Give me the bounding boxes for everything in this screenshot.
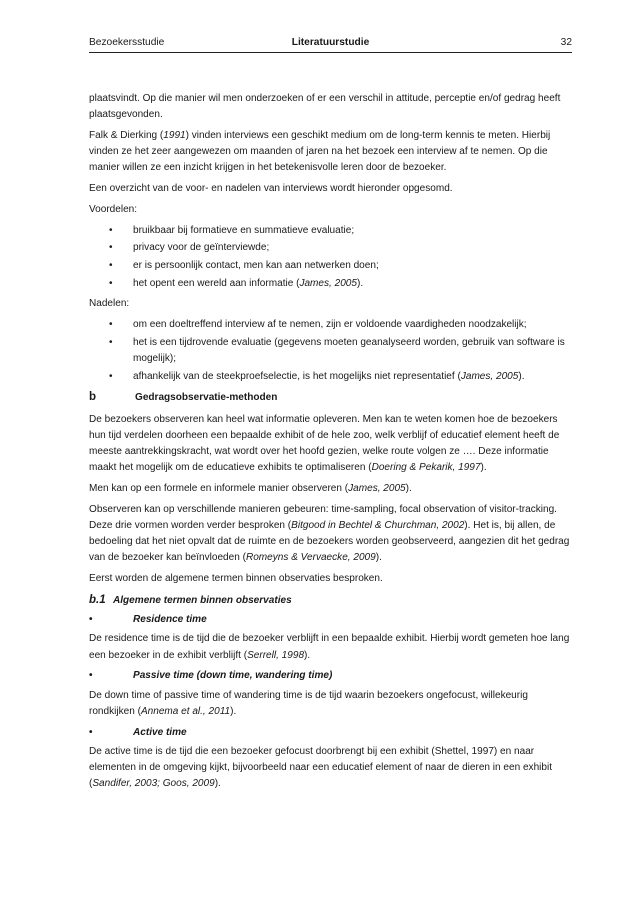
- section-heading-b: [89, 389, 575, 406]
- page-header: [89, 36, 572, 53]
- bullet-icon: •: [89, 726, 93, 738]
- bullet-icon: •: [109, 242, 113, 254]
- paragraph-eerst: Eerst worden de algemene termen binnen observaties besproken.: [89, 573, 383, 585]
- paragraph-formeel: Men kan op een formele en informele manier observeren (James, 2005).: [89, 482, 412, 494]
- citation: Serrell, 1998: [247, 649, 305, 661]
- citation: Sandifer, 2003; Goos, 2009: [92, 778, 215, 790]
- paragraph-residence-time: De residence time is de tijd die de bezoeker verblijft in een bepaalde exhibit. Hierbij wordt gemeten hoe lang een bezoeker in de exhibit verblijft (Serrell, 1998).: [89, 633, 570, 661]
- nadelen-list: [89, 317, 575, 385]
- paragraph-continuation: plaatsvindt. Op die manier wil men onderzoeken of er een verschil in attitude, perceptie en/of gedrag heeft plaatsgevonden.: [89, 93, 561, 121]
- bullet-icon: •: [109, 319, 113, 331]
- paragraph-passive-time: De down time of passive time of wandering time is de tijd waarin bezoekers ongefocust, willekeurig rondkijken (Annema et al., 2011).: [89, 689, 528, 717]
- section-title: Gedragsobservatie-methoden: [135, 392, 278, 404]
- bullet-icon: •: [109, 370, 113, 382]
- paragraph-active-time: De active time is de tijd die een bezoeker gefocust doorbrengt bij een exhibit (Shettel, 1997) en naar elementen in de omgeving kijkt, bijvoorbeeld naar een educatief element of naar de dieren in een exhibit (Sandifer, 2003; Goos, 2009).: [89, 745, 553, 790]
- page-body: [89, 91, 575, 797]
- citation: Annema et al., 2011: [140, 705, 231, 717]
- list-item: • het is een tijdrovende evaluatie (gegevens moeten geanalyseerd worden, gebruik van software is mogelijk);: [109, 336, 565, 364]
- paragraph-observeren: De bezoekers observeren kan heel wat informatie opleveren. Men kan te weten komen hoe de bezoekers hun tijd verdelen doorheen een bepaalde exhibit of de hele zoo, welk verblijf of educatief element heeft de meeste aantrekkingskracht, wat wordt over het hoofd gezien, welke route volgen ze …. Deze informatie maakt het mogelijk om de educatieve exhibits te optimaliseren (Doering & Pekarik, 1997).: [89, 413, 560, 474]
- paragraph-manieren: Observeren kan op verschillende manieren gebeuren: time-sampling, focal observation of visitor-tracking. Deze drie vormen worden verder besproken (Bitgood in Bechtel & Churchman, 2002). Het is, bij allen, de bedoeling dat het niet opvalt dat de ruimte en de bezoekers worden geobserveerd, aangezien dit het gedrag van de bezoeker kan beïnvloeden (Romeyns & Vervaecke, 2009).: [89, 503, 570, 564]
- voordelen-label: Voordelen:: [89, 204, 138, 215]
- bullet-icon: •: [89, 670, 93, 682]
- list-item: • bruikbaar bij formatieve en summatieve evaluatie;: [89, 223, 575, 239]
- list-item: • afhankelijk van de steekproefselectie, is het mogelijks niet representatief (James, 2005).: [89, 369, 575, 385]
- citation: Doering & Pekarik, 1997: [371, 462, 481, 474]
- bullet-icon: •: [109, 277, 113, 289]
- header-left: Bezoekersstudie: [89, 37, 165, 48]
- citation: Romeyns & Vervaecke, 2009: [245, 552, 376, 564]
- section-number: b: [89, 391, 97, 404]
- section-number: b.1: [89, 593, 106, 606]
- nadelen-label: Nadelen:: [89, 298, 130, 310]
- section-title: Algemene termen binnen observaties: [113, 594, 292, 606]
- list-item: • om een doeltreffend interview af te nemen, zijn er voldoende vaardigheden noodzakelijk;: [89, 317, 575, 333]
- bullet-icon: •: [109, 259, 113, 271]
- voordelen-list: [89, 223, 575, 292]
- list-item: • het opent een wereld aan informatie (James, 2005).: [89, 276, 575, 292]
- term-heading-residence-time: • Residence time: [89, 612, 575, 628]
- section-heading-b1: [89, 592, 575, 609]
- term-heading-passive-time: • Passive time (down time, wandering time): [89, 668, 575, 684]
- bullet-icon: •: [109, 224, 113, 236]
- page-number: 32: [560, 37, 572, 48]
- citation: Bitgood in Bechtel & Churchman, 2002: [291, 519, 465, 531]
- term-heading-active-time: • Active time: [89, 725, 575, 741]
- list-item: • er is persoonlijk contact, men kan aan netwerken doen;: [89, 258, 575, 274]
- citation: James, 2005: [299, 277, 357, 289]
- list-item: • privacy voor de geïnterviewde;: [89, 240, 575, 256]
- bullet-icon: •: [89, 614, 93, 626]
- paragraph-overview: Een overzicht van de voor- en nadelen van interviews wordt hieronder opgesomd.: [89, 183, 453, 195]
- citation: James, 2005: [460, 370, 519, 382]
- header-title: Literatuurstudie: [291, 37, 370, 48]
- bullet-icon: •: [109, 336, 113, 348]
- citation: 1991: [163, 130, 186, 141]
- citation: James, 2005: [348, 482, 406, 494]
- paragraph-falk-dierking: Falk & Dierking (1991) vinden interviews een geschikt medium om de long-term kennis te meten. Hierbij vinden ze het zeer aangewezen om maanden of jaren na het bezoek een interview af te nemen. Op die manier willen ze een inzicht krijgen in het betekenisvolle leren door de bezoeker.: [89, 130, 551, 174]
